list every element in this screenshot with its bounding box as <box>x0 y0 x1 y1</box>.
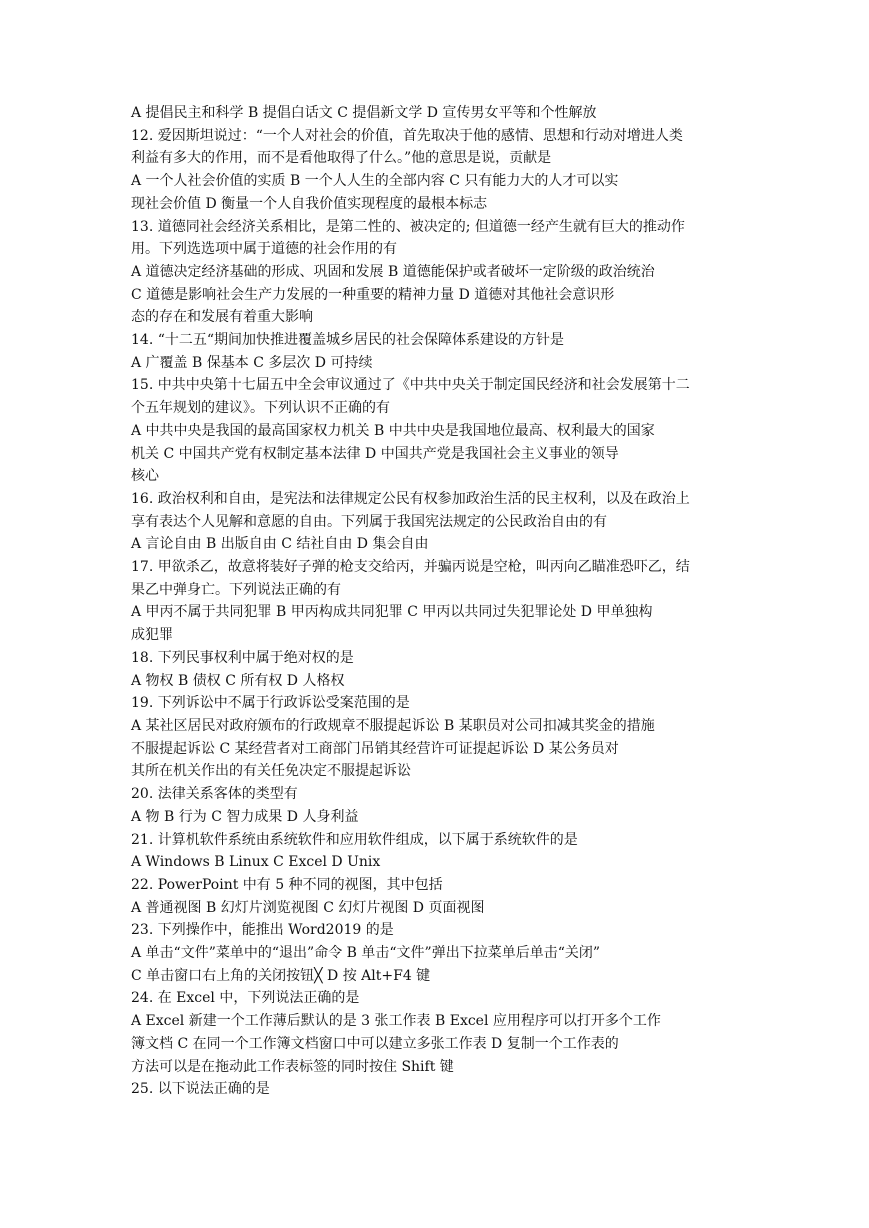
text-line: A 广覆盖 B 保基本 C 多层次 D 可持续 <box>131 354 373 371</box>
question-19: 19. 下列诉讼中不属于行政诉讼受案范围的是 <box>131 695 410 712</box>
text-line: C 单击窗口右上角的关闭按钮╳ D 按 Alt+F4 键 <box>131 967 431 984</box>
text-line: 利益有多大的作用，而不是看他取得了什么。”他的意思是说，贡献是 <box>131 150 552 167</box>
question-20: 20. 法律关系客体的类型有 <box>131 786 298 803</box>
text-line: A Excel 新建一个工作薄后默认的是 3 张工作表 B Excel 应用程序可以打开多个工作 <box>131 1013 661 1030</box>
text-line: 果乙中弹身亡。下列说法正确的有 <box>131 581 341 598</box>
text-line: A 甲丙不属于共同犯罪 B 甲丙构成共同犯罪 C 甲丙以共同过失犯罪论处 D 甲单独构 <box>131 604 653 621</box>
question-25: 25. 以下说法正确的是 <box>131 1081 270 1098</box>
text-line: A 中共中央是我国的最高国家权力机关 B 中共中央是我国地位最高、权利最大的国家 <box>131 422 655 439</box>
document-page <box>131 102 739 1101</box>
question-12: 12. 爱因斯坦说过：“一个人对社会的价值，首先取决于他的感情、思想和行动对增进人类 <box>131 127 683 144</box>
text-line: 成犯罪 <box>131 627 173 644</box>
question-21: 21. 计算机软件系统由系统软件和应用软件组成，以下属于系统软件的是 <box>131 831 578 848</box>
question-24: 24. 在 Excel 中，下列说法正确的是 <box>131 990 360 1007</box>
question-23: 23. 下列操作中，能推出 Word2019 的是 <box>131 922 394 939</box>
text-line: 机关 C 中国共产党有权制定基本法律 D 中国共产党是我国社会主义事业的领导 <box>131 445 619 462</box>
question-14: 14. “十二五“期间加快推进覆盖城乡居民的社会保障体系建设的方针是 <box>131 332 565 349</box>
text-line: A 一个人社会价值的实质 B 一个人人生的全部内容 C 只有能力大的人才可以实 <box>131 173 619 190</box>
text-line: 享有表达个人见解和意愿的自由。下列属于我国宪法规定的公民政治自由的有 <box>131 513 607 530</box>
question-13: 13. 道德同社会经济关系相比，是第二性的、被决定的; 但道德一经产生就有巨大的推动作 <box>131 218 685 235</box>
text-line: 方法可以是在拖动此工作表标签的同时按住 Shift 键 <box>131 1058 454 1075</box>
text-line: 现社会价值 D 衡量一个人自我价值实现程度的最根本标志 <box>131 195 488 212</box>
text-line: 用。下列选选项中属于道德的社会作用的有 <box>131 241 397 258</box>
text-line: 簿文档 C 在同一个工作簿文档窗口中可以建立多张工作表 D 复制一个工作表的 <box>131 1035 619 1052</box>
text-line: A Windows B Linux C Excel D Unix <box>131 854 381 871</box>
text-line: C 道德是影响社会生产力发展的一种重要的精神力量 D 道德对其他社会意识形 <box>131 286 615 303</box>
question-17: 17. 甲欲杀乙，故意将装好子弹的枪支交给丙，并骗丙说是空枪，叫丙向乙瞄准恐吓乙，结 <box>131 559 690 576</box>
question-16: 16. 政治权利和自由，是宪法和法律规定公民有权参加政治生活的民主权利，以及在政治上 <box>131 490 690 507</box>
text-line: 不服提起诉讼 C 某经营者对工商部门吊销其经营许可证提起诉讼 D 某公务员对 <box>131 740 619 757</box>
text-line: 个五年规划的建议》。下列认识不正确的有 <box>131 400 390 417</box>
question-15: 15. 中共中央第十七届五中全会审议通过了《中共中央关于制定国民经济和社会发展第十二 <box>131 377 690 394</box>
text-line: A 单击“文件”菜单中的“退出”命令 B 单击“文件”弹出下拉菜单后单击“关闭” <box>131 945 601 962</box>
text-line: A 言论自由 B 出版自由 C 结社自由 D 集会自由 <box>131 536 429 553</box>
text-line: 其所在机关作出的有关任免决定不服提起诉讼 <box>131 763 411 780</box>
text-line: A 普通视图 B 幻灯片浏览视图 C 幻灯片视图 D 页面视图 <box>131 899 485 916</box>
text-line: 核心 <box>131 468 159 485</box>
text-line: A 提倡民主和科学 B 提倡白话文 C 提倡新文学 D 宣传男女平等和个性解放 <box>131 105 597 121</box>
text-line: A 物 B 行为 C 智力成果 D 人身利益 <box>131 808 359 825</box>
text-line: A 某社区居民对政府颁布的行政规章不服提起诉讼 B 某职员对公司扣减其奖金的措施 <box>131 717 655 734</box>
question-18: 18. 下列民事权利中属于绝对权的是 <box>131 649 354 666</box>
text-line: A 道德决定经济基础的形成、巩固和发展 B 道德能保护或者破坏一定阶级的政治统治 <box>131 263 655 280</box>
text-line: 态的存在和发展有着重大影响 <box>131 309 313 326</box>
question-22: 22. PowerPoint 中有 5 种不同的视图，其中包括 <box>131 876 443 893</box>
text-line: A 物权 B 债权 C 所有权 D 人格权 <box>131 672 345 689</box>
